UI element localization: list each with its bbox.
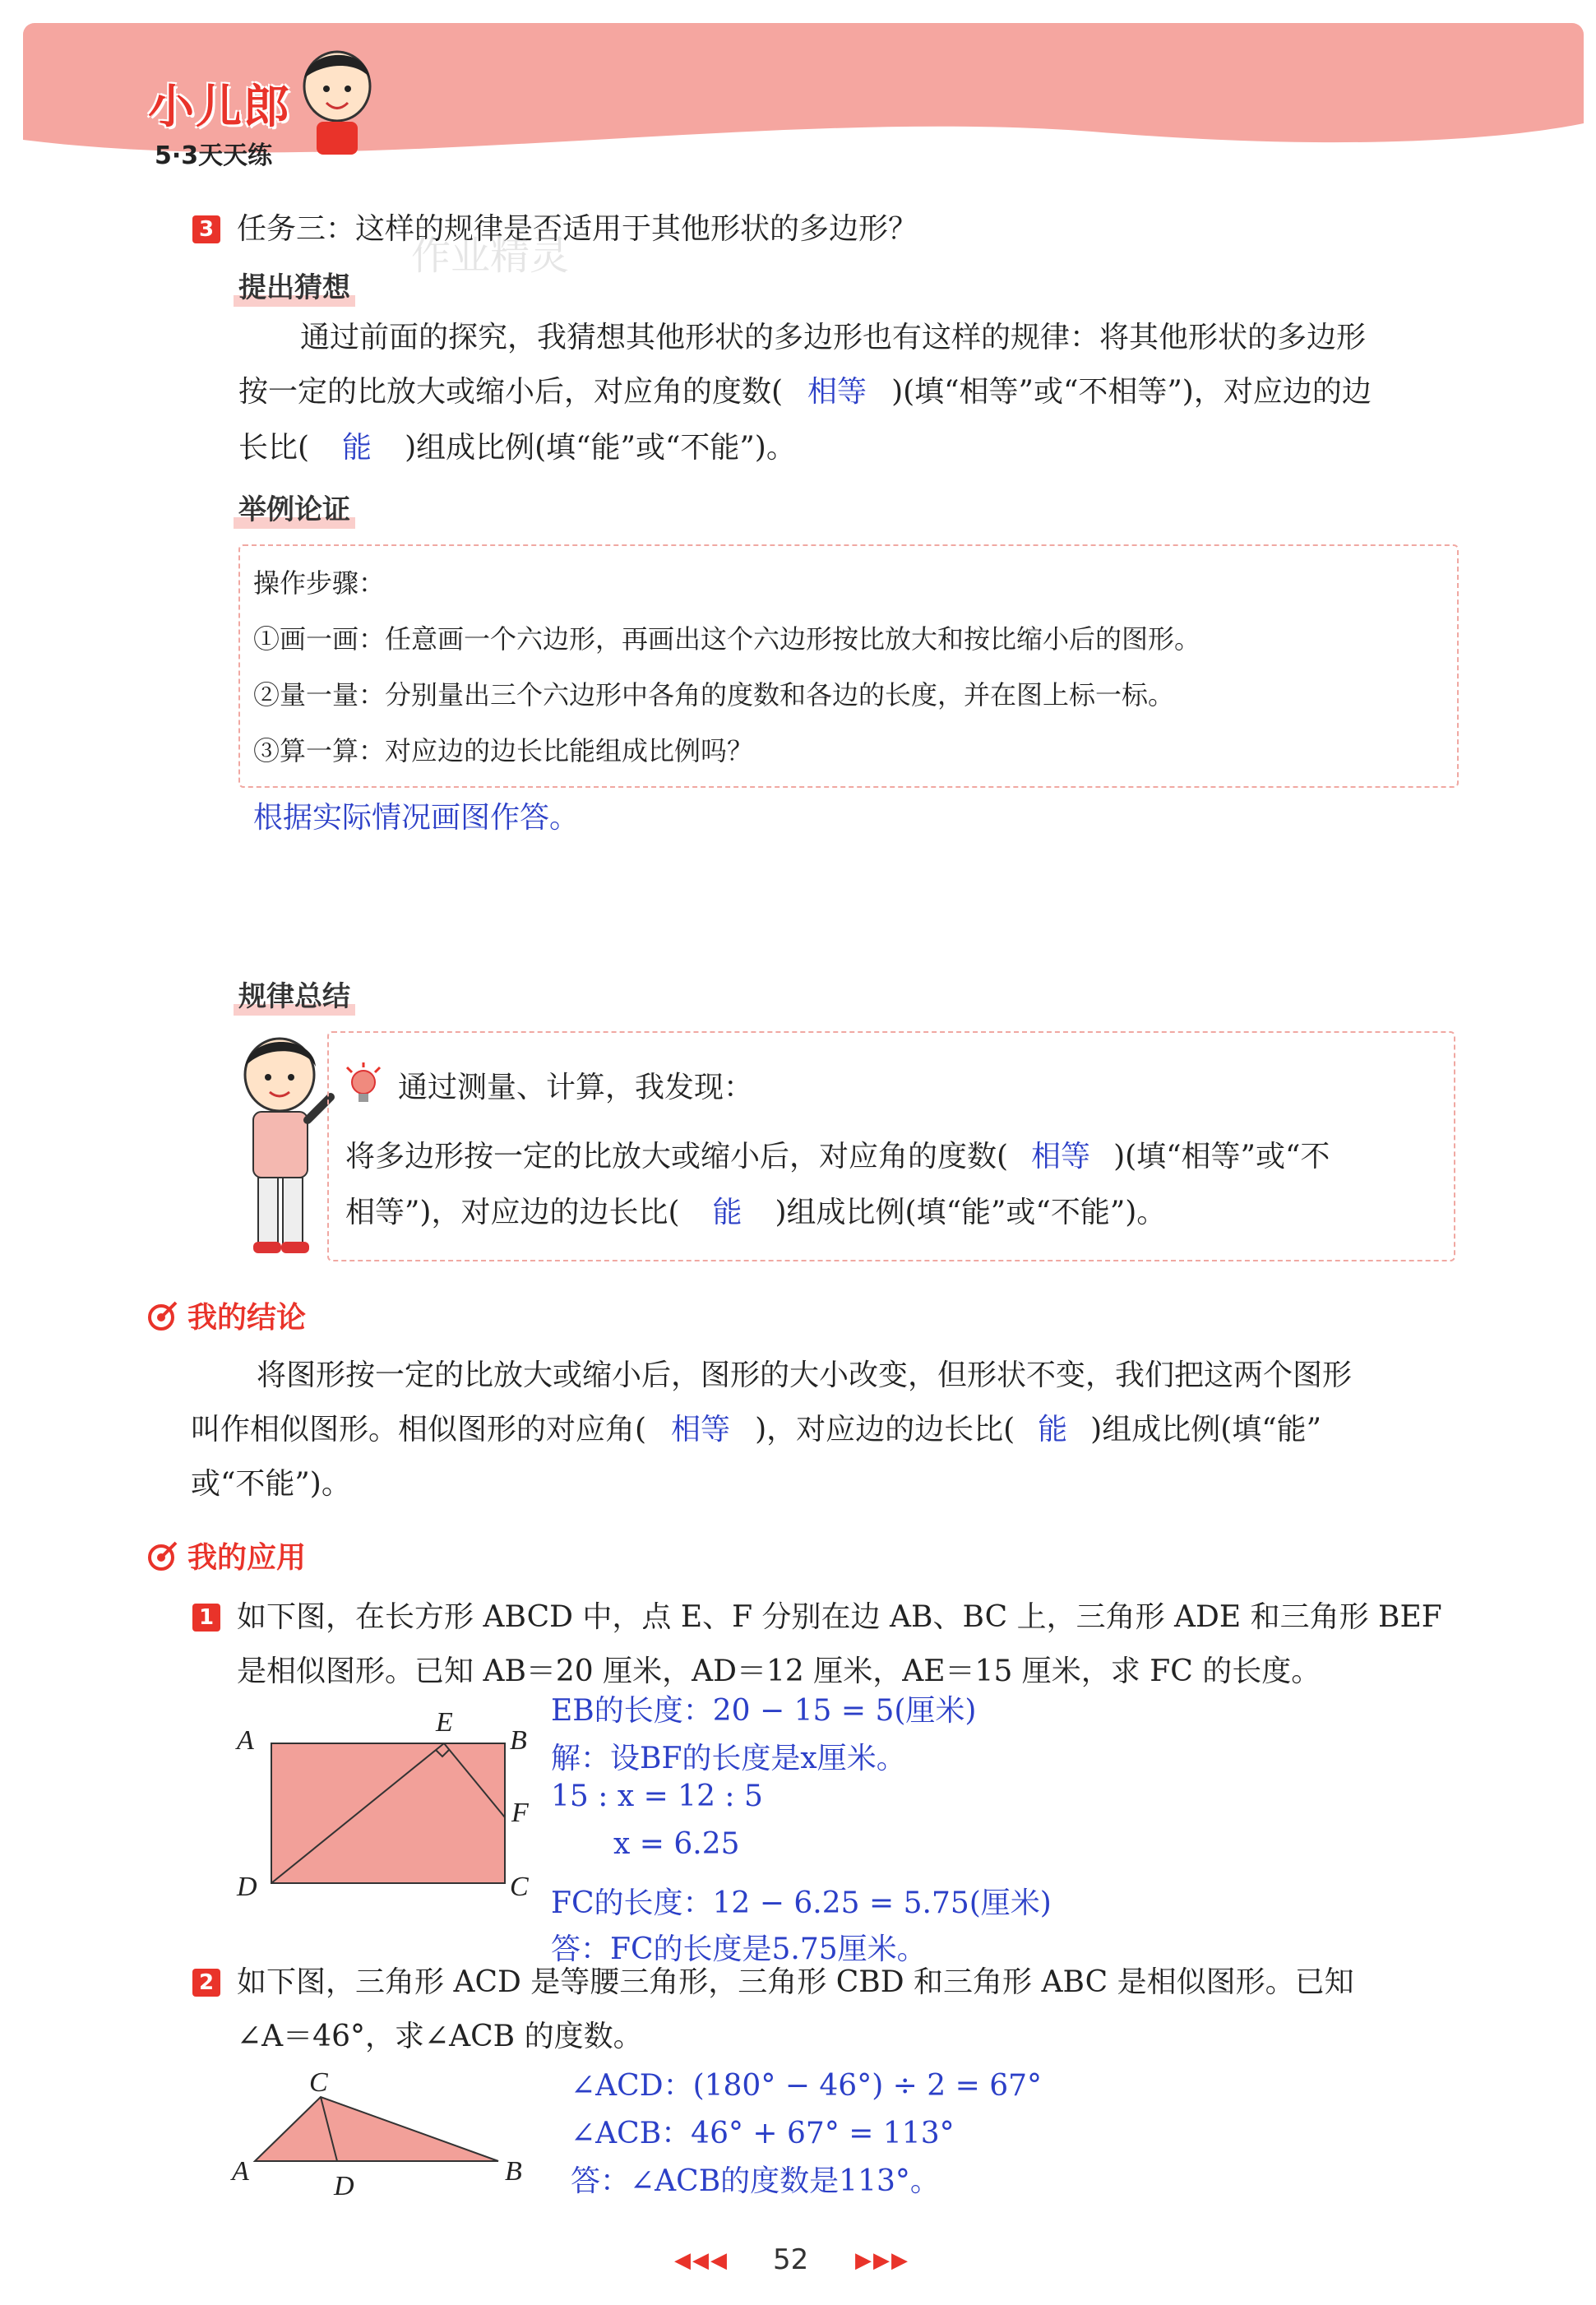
summary-answer-can: 能 — [712, 1196, 742, 1229]
q2-line-2: ∠A＝46°，求∠ACB 的度数。 — [237, 2020, 643, 2053]
summary-line-1: 通过测量、计算，我发现： — [398, 1071, 754, 1104]
q2-solution-line-2: ∠ACB：46° + 67° = 113° — [571, 2117, 955, 2150]
conclusion-heading: 我的结论 — [187, 1301, 307, 1335]
guess-answer-equal: 相等 — [807, 375, 867, 409]
label-c: C — [510, 1872, 529, 1902]
guess-line-1: 通过前面的探究，我猜想其他形状的多边形也有这样的规律：将其他形状的多边形 — [300, 321, 1367, 354]
summary-line-3-start: 相等”)，对应边的边长比( — [345, 1196, 680, 1229]
summary-line-2 — [345, 1130, 1330, 1184]
q1-line-1: 如下图，在长方形 ABCD 中，点 E、F 分别在边 AB、BC 上，三角形 ADE 和三角形 BEF — [237, 1600, 1442, 1634]
label-d: D — [334, 2171, 354, 2201]
question-number-badge: 2 — [192, 1969, 220, 1997]
step-measure: ②量一量：分别量出三个六边形中各角的度数和各边的长度，并在图上标一标。 — [253, 679, 1175, 710]
summary-line-2-end: )(填“相等”或“不 — [1113, 1140, 1330, 1173]
q2-solution-line-1: ∠ACD：(180° − 46°) ÷ 2 = 67° — [571, 2069, 1043, 2103]
steps-title: 操作步骤： — [253, 567, 386, 599]
question-number-badge: 1 — [192, 1604, 220, 1632]
example-heading: 举例论证 — [238, 487, 350, 527]
application-heading: 我的应用 — [187, 1541, 307, 1575]
conclusion-line-2-mid: )，对应边的边长比( — [755, 1413, 1015, 1446]
conclusion-answer-equal: 相等 — [671, 1413, 731, 1446]
guess-line-3-end: )组成比例(填“能”或“不能”)。 — [405, 431, 796, 465]
summary-line-3 — [345, 1186, 1166, 1240]
guess-heading: 提出猜想 — [238, 265, 350, 305]
prev-arrows-icon: ◀◀◀ — [674, 2248, 729, 2273]
guess-line-2-start: 按一定的比放大或缩小后，对应角的度数( — [238, 375, 784, 409]
q1-line-2: 是相似图形。已知 AB＝20 厘米，AD＝12 厘米，AE＝15 厘米，求 FC 的长度。 — [237, 1655, 1321, 1688]
label-b: B — [510, 1725, 527, 1756]
task-number-badge: 3 — [192, 215, 220, 243]
steps-answer: 根据实际情况画图作答。 — [253, 801, 580, 835]
student-illustration — [230, 1030, 337, 1260]
q1-solution-line-1: EB的长度：20 − 15 = 5(厘米) — [551, 1694, 977, 1728]
page-number: 52 — [773, 2243, 809, 2276]
conclusion-line-2-start: 叫作相似图形。相似图形的对应角( — [191, 1413, 647, 1446]
summary-answer-equal: 相等 — [1031, 1140, 1091, 1173]
target-icon — [146, 1539, 179, 1572]
summary-line-3-end: )组成比例(填“能”或“不能”)。 — [775, 1196, 1167, 1229]
q1-solution-line-3: 15 : x = 12 : 5 — [551, 1780, 763, 1813]
q2-line-1: 如下图，三角形 ACD 是等腰三角形，三角形 CBD 和三角形 ABC 是相似图形。已知 — [237, 1965, 1354, 1999]
conclusion-line-2-end: )组成比例(填“能” — [1090, 1413, 1322, 1446]
task3-question: 任务三：这样的规律是否适用于其他形状的多边形？ — [237, 212, 918, 246]
conclusion-line-3: 或“不能”)。 — [191, 1467, 351, 1501]
guess-answer-can: 能 — [342, 431, 372, 465]
triangle-diagram — [247, 2089, 510, 2171]
step-draw: ①画一画：任意画一个六边形，再画出这个六边形按比放大和按比缩小后的图形。 — [253, 623, 1201, 655]
q2-solution-line-3: 答：∠ACB的度数是113°。 — [571, 2164, 940, 2198]
mascot-boy-icon — [292, 41, 382, 156]
q1-solution-line-5: FC的长度：12 − 6.25 = 5.75(厘米) — [551, 1886, 1052, 1920]
summary-line-2-start: 将多边形按一定的比放大或缩小后，对应角的度数( — [345, 1140, 1009, 1173]
q1-solution-line-6: 答：FC的长度是5.75厘米。 — [551, 1932, 927, 1966]
conclusion-line-1: 将图形按一定的比放大或缩小后，图形的大小改变，但形状不变，我们把这两个图形 — [257, 1358, 1353, 1392]
label-a: A — [232, 2156, 249, 2187]
next-arrows-icon: ▶▶▶ — [855, 2248, 909, 2273]
logo-title: 小儿郎 — [148, 81, 291, 134]
lightbulb-icon — [340, 1061, 390, 1110]
watermark-text: 作业精灵 — [411, 233, 570, 279]
target-icon — [146, 1299, 179, 1332]
conclusion-answer-can: 能 — [1038, 1413, 1068, 1446]
guess-line-3-start: 长比( — [238, 431, 310, 465]
guess-line-3 — [238, 421, 796, 475]
conclusion-line-2 — [191, 1403, 1321, 1457]
step-calculate: ③算一算：对应边的边长比能组成比例吗？ — [253, 735, 754, 766]
label-d: D — [237, 1872, 257, 1902]
logo-subtitle: 5·3天天练 — [155, 141, 273, 170]
label-f: F — [511, 1798, 529, 1828]
q1-solution-line-2: 解：设BF的长度是x厘米。 — [551, 1742, 906, 1775]
label-b: B — [505, 2156, 522, 2187]
label-e: E — [436, 1707, 453, 1738]
guess-line-2-end: )(填“相等”或“不相等”)，对应边的边 — [891, 375, 1372, 409]
rectangle-diagram — [263, 1735, 518, 1891]
q1-solution-line-4: x = 6.25 — [613, 1827, 740, 1861]
summary-heading: 规律总结 — [238, 974, 350, 1014]
label-a: A — [237, 1725, 254, 1756]
guess-line-2 — [238, 365, 1372, 419]
label-c: C — [309, 2067, 328, 2098]
